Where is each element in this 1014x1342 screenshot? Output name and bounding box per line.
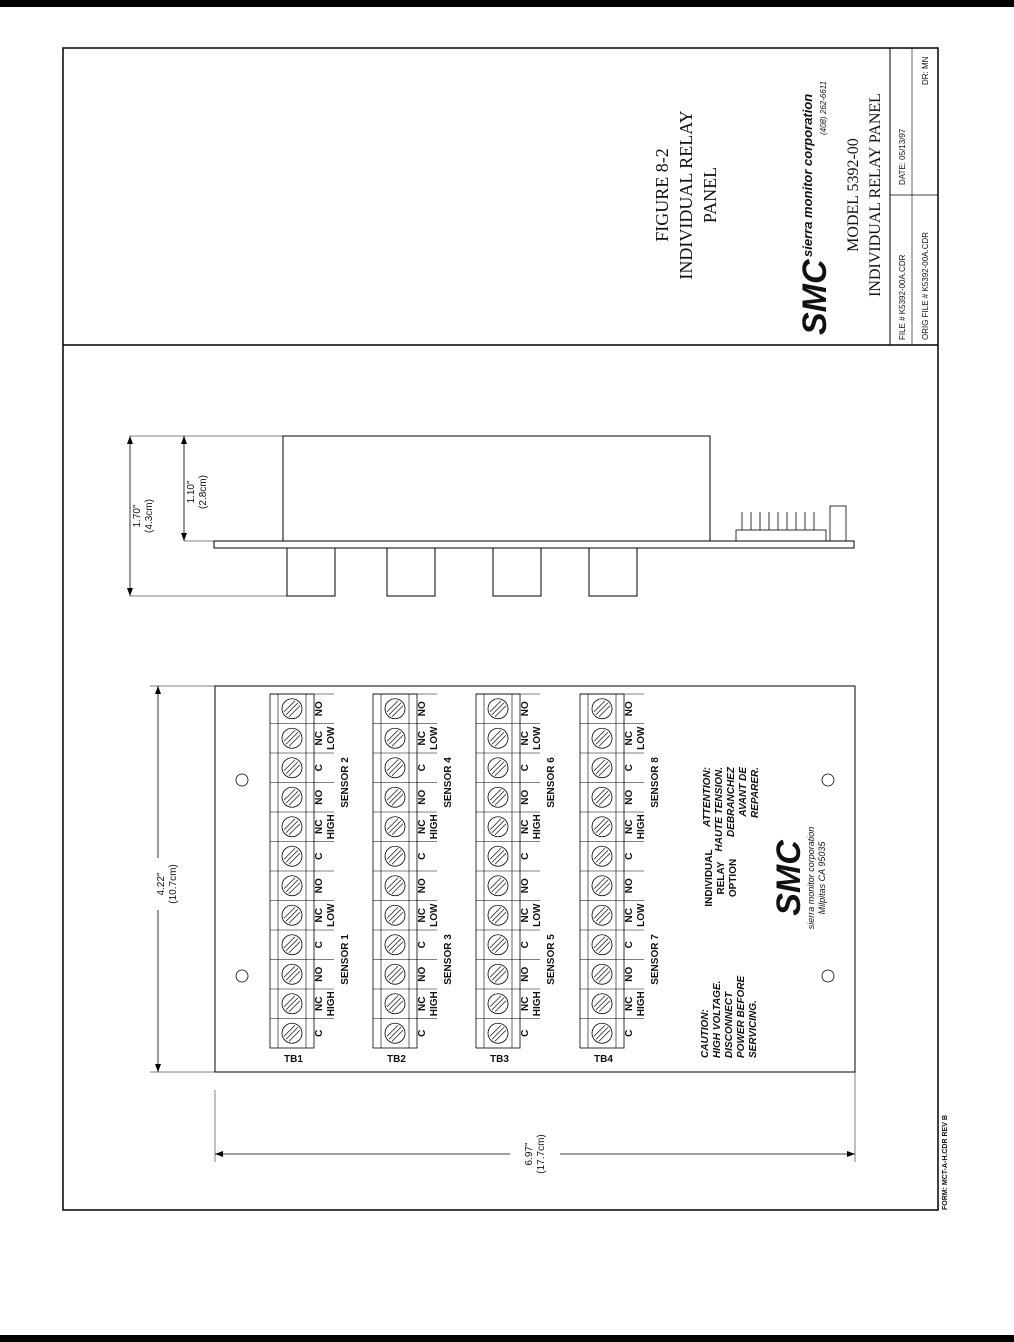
attention-line2: HAUTE TENSION. — [714, 767, 725, 852]
contact-label: C — [417, 941, 428, 949]
group-label: LOW — [636, 726, 647, 750]
dim-side-overall: 1.70" — [132, 504, 143, 528]
side-view-connector-block — [830, 506, 846, 541]
option-line1: INDIVIDUAL — [704, 849, 715, 907]
caution-line1: CAUTION: — [700, 1009, 711, 1058]
contact-label: NO — [624, 966, 635, 982]
group-label: HIGH — [326, 991, 337, 1017]
option-line3: OPTION — [728, 858, 739, 898]
contact-label: C — [624, 852, 635, 860]
contact-label: NO — [624, 789, 635, 805]
dim-side-overall-metric: (4.3cm) — [144, 499, 155, 533]
terminal-block — [373, 694, 454, 1065]
group-label: HIGH — [429, 814, 440, 840]
panel-logo-city: Milpitas CA 95035 — [817, 841, 827, 915]
side-view-relay — [493, 548, 541, 596]
contact-label: NC — [417, 996, 428, 1011]
sensor-label: SENSOR 5 — [546, 934, 557, 985]
sensor-label: SENSOR 4 — [443, 757, 454, 808]
group-label: LOW — [532, 726, 543, 750]
terminal-block — [476, 694, 557, 1065]
group-label: LOW — [326, 903, 337, 927]
contact-label: C — [314, 852, 325, 860]
mounting-hole — [822, 774, 834, 786]
contact-label: NC — [520, 908, 531, 923]
group-label: HIGH — [532, 814, 543, 840]
contact-label: NC — [314, 819, 325, 834]
contact-label: C — [314, 764, 325, 772]
title-block-orig-file: ORIG FILE # K5392-00A.CDR — [921, 231, 930, 340]
sensor-label: SENSOR 7 — [650, 934, 661, 985]
dim-front-height-metric: (10.7cm) — [168, 864, 179, 904]
panel-logo: SMC — [770, 840, 808, 916]
attention-line4: AVANT DE — [738, 767, 749, 817]
contact-label: NC — [520, 731, 531, 746]
title-block-description: INDIVIDUAL RELAY PANEL — [867, 93, 884, 297]
contact-label: NO — [520, 701, 531, 717]
mounting-hole — [236, 774, 248, 786]
group-label: HIGH — [532, 991, 543, 1017]
title-block-company: sierra monitor corporation — [800, 93, 815, 257]
front-view — [150, 686, 855, 1180]
contact-label: NO — [624, 878, 635, 894]
side-view-relay — [589, 548, 637, 596]
side-view-enclosure — [283, 436, 710, 541]
title-block-file: FILE # K5392-00A.CDR — [898, 254, 907, 340]
caution-line3: DISCONNECT — [724, 991, 735, 1058]
title-block — [796, 56, 930, 340]
contact-label: NC — [417, 731, 428, 746]
dim-front-height: 4.22" — [156, 872, 167, 896]
contact-label: NC — [314, 996, 325, 1011]
mounting-hole — [822, 970, 834, 982]
caution-line5: SERVICING. — [748, 1000, 759, 1058]
contact-label: NO — [314, 789, 325, 805]
contact-label: NO — [417, 701, 428, 717]
contact-label: NO — [314, 966, 325, 982]
figure-title-line2: INDIVIDUAL RELAY — [676, 110, 696, 280]
group-label: LOW — [429, 726, 440, 750]
attention-line5: REPARER. — [750, 767, 761, 818]
contact-label: C — [624, 1029, 635, 1037]
contact-label: NC — [520, 996, 531, 1011]
contact-label: C — [417, 1029, 428, 1037]
contact-label: C — [520, 941, 531, 949]
contact-label: NO — [314, 878, 325, 894]
sensor-label: SENSOR 3 — [443, 934, 454, 985]
contact-label: NC — [314, 908, 325, 923]
contact-label: NC — [520, 819, 531, 834]
contact-label: C — [417, 852, 428, 860]
sensor-label: SENSOR 6 — [546, 757, 557, 808]
figure-title-line3: PANEL — [700, 166, 720, 224]
contact-label: NC — [417, 908, 428, 923]
contact-label: NO — [417, 789, 428, 805]
terminal-block-label: TB1 — [284, 1054, 303, 1065]
contact-label: C — [624, 764, 635, 772]
sensor-label: SENSOR 8 — [650, 757, 661, 808]
side-view — [127, 436, 854, 596]
panel-logo-company: sierra monitor corporation — [806, 826, 816, 930]
contact-label: NO — [417, 966, 428, 982]
contact-label: C — [624, 941, 635, 949]
contact-label: C — [417, 764, 428, 772]
group-label: LOW — [429, 903, 440, 927]
contact-label: NO — [314, 701, 325, 717]
contact-label: NC — [417, 819, 428, 834]
group-label: HIGH — [636, 991, 647, 1017]
group-label: HIGH — [429, 991, 440, 1017]
caution-line2: HIGH VOLTAGE. — [712, 980, 723, 1058]
side-view-board — [214, 541, 854, 548]
contact-label: NO — [624, 701, 635, 717]
dim-side-box: 1.10" — [186, 480, 197, 504]
side-view-connector — [736, 530, 826, 541]
group-label: LOW — [636, 903, 647, 927]
option-line2: RELAY — [716, 861, 727, 895]
attention-line1: ATTENTION: — [702, 767, 713, 827]
group-label: LOW — [326, 726, 337, 750]
group-label: HIGH — [636, 814, 647, 840]
dim-front-width: 6.97" — [524, 1142, 535, 1166]
contact-label: C — [520, 852, 531, 860]
contact-label: NO — [520, 966, 531, 982]
dim-side-box-metric: (2.8cm) — [198, 475, 209, 509]
sensor-label: SENSOR 1 — [340, 934, 351, 985]
title-block-date: DATE: 05/13/97 — [898, 128, 907, 185]
attention-line3: DEBRANCHEZ — [726, 767, 737, 837]
title-block-dr: DR: MN — [921, 56, 930, 85]
contact-label: NO — [520, 878, 531, 894]
terminal-block — [270, 694, 351, 1065]
terminal-block — [580, 694, 661, 1065]
contact-label: NO — [417, 878, 428, 894]
side-view-relay — [387, 548, 435, 596]
mounting-hole — [236, 970, 248, 982]
caution-line4: POWER BEFORE — [736, 975, 747, 1058]
contact-label: NC — [314, 731, 325, 746]
title-block-logo: SMC — [796, 259, 834, 335]
contact-label: C — [314, 1029, 325, 1037]
contact-label: NC — [624, 731, 635, 746]
dim-front-width-metric: (17.7cm) — [536, 1134, 547, 1174]
contact-label: C — [314, 941, 325, 949]
contact-label: NO — [520, 789, 531, 805]
terminal-block-label: TB3 — [490, 1054, 509, 1065]
figure-title-line1: FIGURE 8-2 — [652, 148, 672, 242]
title-block-model: MODEL 5392-00 — [845, 138, 862, 252]
side-view-relay — [287, 548, 335, 596]
contact-label: C — [520, 1029, 531, 1037]
contact-label: NC — [624, 996, 635, 1011]
contact-label: C — [520, 764, 531, 772]
terminal-block-label: TB4 — [594, 1054, 613, 1065]
terminal-block-label: TB2 — [387, 1054, 406, 1065]
contact-label: NC — [624, 908, 635, 923]
group-label: HIGH — [326, 814, 337, 840]
form-number: FORM: MCT-A-H.CDR REV B — [942, 1115, 949, 1210]
figure-title — [652, 110, 720, 279]
group-label: LOW — [532, 903, 543, 927]
sensor-label: SENSOR 2 — [340, 757, 351, 808]
title-block-phone: (408) 262-6611 — [819, 80, 828, 135]
contact-label: NC — [624, 819, 635, 834]
